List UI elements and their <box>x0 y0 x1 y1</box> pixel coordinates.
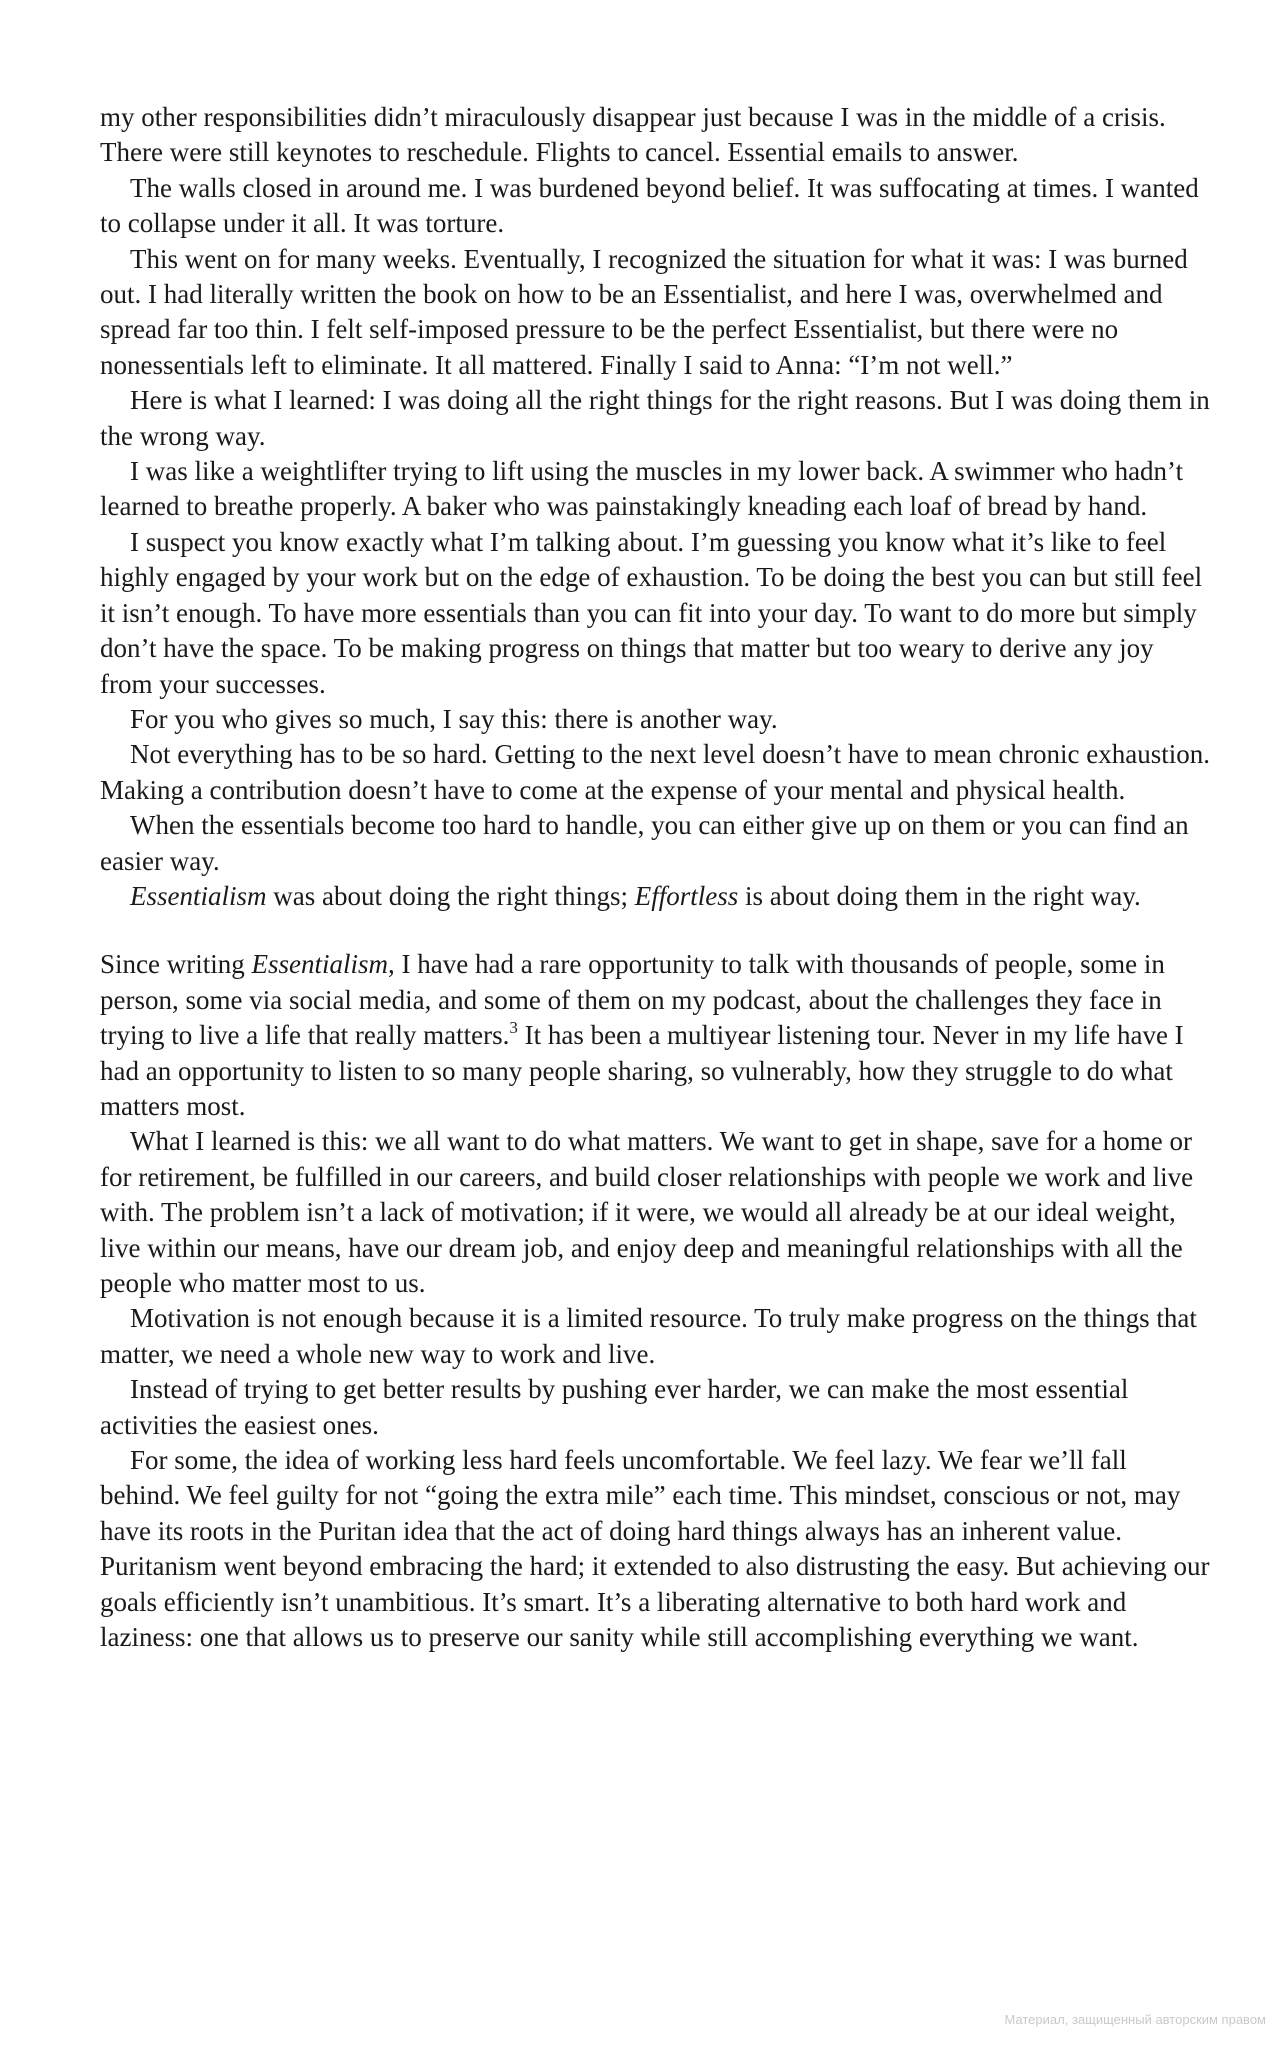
paragraph: Not everything has to be so hard. Getting to the next level doesn’t have to mean chronic exhaustion. Making a contribution doesn’t have to come at the expense of your mental and physical health. <box>100 739 1210 805</box>
closing-text: was about doing the right things; <box>266 880 635 911</box>
paragraph-text: It has been a multiyear listening tour. Never in my life have I had an opportunity to listen to so many people sharing, so vulnerably, how they struggle to do what matters most. <box>100 1020 1184 1121</box>
paragraph: Motivation is not enough because it is a limited resource. To truly make progress on the things that matter, we need a whole new way to work and live. <box>100 1303 1197 1369</box>
paragraph: When the essentials become too hard to handle, you can either give up on them or you can find an easier way. <box>100 810 1189 876</box>
book-title-effortless: Effortless <box>634 880 739 911</box>
paragraph-text: Since writing <box>100 949 252 980</box>
paragraph: This went on for many weeks. Eventually, I recognized the situation for what it was: I was burned out. I had literally written the book on how to be an Essentialist, and here I was, overwhelmed and spread far too thin. I felt self-imposed pressure to be the perfect Essentialist, but there were no nonessentials left to eliminate. It all mattered. Finally I said to Anna: “I’m not well.” <box>100 243 1188 380</box>
paragraph: Here is what I learned: I was doing all the right things for the right reasons. But I was doing them in the wrong way. <box>100 385 1210 451</box>
book-title-essentialism: Essentialism <box>251 949 388 980</box>
paragraph: The walls closed in around me. I was burdened beyond belief. It was suffocating at times. I wanted to collapse under it all. It was torture. <box>100 172 1199 239</box>
paragraph: my other responsibilities didn’t miraculously disappear just because I was in the middle of a crisis. There were still keynotes to reschedule. Flights to cancel. Essential emails to answer. <box>100 102 1166 168</box>
paragraph: What I learned is this: we all want to do what matters. We want to get in shape, save for a home or for retirement, be fulfilled in our careers, and build closer relationships with people we work and live with. The problem isn’t a lack of motivation; if it were, we would all already be at our ideal weight, live within our means, have our dream job, and enjoy deep and meaningful relationships with all the people who matter most to us. <box>100 1126 1194 1298</box>
closing-text: is about doing them in the right way. <box>738 880 1141 911</box>
paragraph: For some, the idea of working less hard feels uncomfortable. We feel lazy. We fear we’ll fall behind. We feel guilty for not “going the extra mile” each time. This mindset, conscious or not, may have its roots in the Puritan idea that the act of doing hard things always has an inherent value. Puritanism went beyond embracing the hard; it extended to also distrusting the easy. But achieving our goals efficiently isn’t unambitious. It’s smart. It’s a liberating alternative to both hard work and laziness: one that allows us to preserve our sanity while still accomplishing everything we want. <box>100 1445 1210 1653</box>
book-title-essentialism: Essentialism <box>130 880 267 911</box>
section-opening-paragraph <box>100 947 1210 1124</box>
paragraph: For you who gives so much, I say this: there is another way. <box>130 703 778 734</box>
footnote-reference[interactable]: 3 <box>509 1018 518 1038</box>
paragraph-text: , I have had a rare opportunity to talk with thousands of people, some in person, some via social media, and some of them on my podcast, about the challenges they face in trying to live a life that really matters. <box>100 949 1165 1051</box>
paragraph: I suspect you know exactly what I’m talking about. I’m guessing you know what it’s like to feel highly engaged by your work but on the edge of exhaustion. To be doing the best you can but still feel it isn’t enough. To have more essentials than you can fit into your day. To want to do more but simply don’t have the space. To be making progress on things that matter but too weary to derive any joy from your successes. <box>100 526 1203 699</box>
closing-paragraph <box>100 879 1210 914</box>
book-page <box>100 100 1210 1655</box>
paragraph: Instead of trying to get better results by pushing ever harder, we can make the most essential activities the easiest ones. <box>100 1374 1129 1440</box>
section-break <box>100 914 1210 947</box>
copyright-watermark: Материал, защищенный авторским правом <box>1004 2012 1266 2027</box>
paragraph: I was like a weightlifter trying to lift using the muscles in my lower back. A swimmer who hadn’t learned to breathe properly. A baker who was painstakingly kneading each loaf of bread by hand. <box>100 456 1184 522</box>
